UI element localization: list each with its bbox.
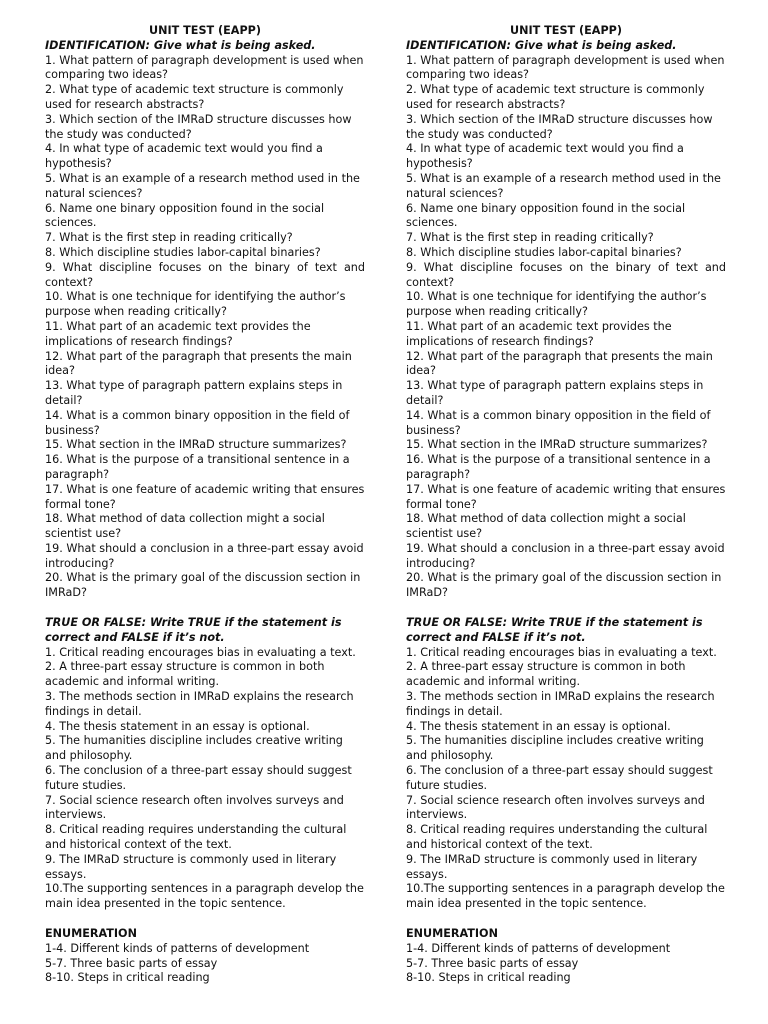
true-false-item: 5. The humanities discipline includes creative writing and philosophy. bbox=[406, 734, 704, 763]
true-false-item: 4. The thesis statement in an essay is optional. bbox=[45, 719, 310, 733]
enumeration-item: 8-10. Steps in critical reading bbox=[45, 971, 210, 985]
identification-item: 14. What is a common binary opposition in the field of business? bbox=[406, 408, 711, 437]
true-false-item: 10.The supporting sentences in a paragraph develop the main idea presented in the topic sentence. bbox=[45, 882, 364, 911]
identification-item: 17. What is one feature of academic writing that ensures formal tone? bbox=[406, 482, 726, 511]
true-false-item: 5. The humanities discipline includes creative writing and philosophy. bbox=[45, 734, 343, 763]
identification-item: 19. What should a conclusion in a three-part essay avoid introducing? bbox=[45, 541, 364, 570]
identification-item: 12. What part of the paragraph that presents the main idea? bbox=[406, 349, 713, 378]
identification-item: 18. What method of data collection might a social scientist use? bbox=[45, 512, 325, 541]
identification-item: 16. What is the purpose of a transitional sentence in a paragraph? bbox=[45, 453, 350, 481]
true-false-item: 8. Critical reading requires understanding the cultural and historical context of the text. bbox=[45, 823, 347, 852]
identification-item: 4. In what type of academic text would you find a hypothesis? bbox=[45, 142, 323, 171]
section-spacer bbox=[406, 912, 726, 927]
identification-item: 9. What discipline focuses on the binary of text and context? bbox=[406, 260, 726, 289]
true-false-item: 4. The thesis statement in an essay is optional. bbox=[406, 719, 671, 733]
identification-item: 7. What is the first step in reading critically? bbox=[406, 231, 654, 245]
identification-item: 1. What pattern of paragraph development is used when comparing two ideas? bbox=[406, 53, 725, 82]
identification-item: 16. What is the purpose of a transitional sentence in a paragraph? bbox=[406, 453, 711, 481]
identification-item: 7. What is the first step in reading critically? bbox=[45, 231, 293, 245]
identification-item: 13. What type of paragraph pattern explains steps in detail? bbox=[406, 379, 704, 407]
test-title: UNIT TEST (EAPP) bbox=[149, 24, 261, 37]
identification-list bbox=[45, 54, 365, 601]
true-false-item: 7. Social science research often involves surveys and interviews. bbox=[406, 793, 705, 822]
section-spacer bbox=[406, 601, 726, 616]
identification-list bbox=[406, 54, 726, 601]
identification-item: 1. What pattern of paragraph development is used when comparing two ideas? bbox=[45, 53, 364, 82]
identification-item: 6. Name one binary opposition found in the social sciences. bbox=[406, 201, 686, 230]
true-false-item: 8. Critical reading requires understanding the cultural and historical context of the text. bbox=[406, 823, 708, 852]
true-false-item: 10.The supporting sentences in a paragraph develop the main idea presented in the topic sentence. bbox=[406, 882, 725, 911]
identification-item: 8. Which discipline studies labor-capital binaries? bbox=[45, 245, 321, 259]
identification-item: 19. What should a conclusion in a three-part essay avoid introducing? bbox=[406, 541, 725, 570]
identification-item: 5. What is an example of a research method used in the natural sciences? bbox=[45, 171, 360, 200]
true-false-item: 3. The methods section in IMRaD explains the research findings in detail. bbox=[406, 690, 715, 718]
identification-item: 3. Which section of the IMRaD structure discusses how the study was conducted? bbox=[406, 112, 713, 141]
identification-item: 9. What discipline focuses on the binary of text and context? bbox=[45, 260, 365, 289]
true-false-item: 7. Social science research often involves surveys and interviews. bbox=[45, 793, 344, 822]
identification-item: 5. What is an example of a research method used in the natural sciences? bbox=[406, 171, 721, 200]
true-false-item: 3. The methods section in IMRaD explains the research findings in detail. bbox=[45, 690, 354, 718]
true-false-heading: TRUE OR FALSE: Write TRUE if the statement is correct and FALSE if it’s not. bbox=[406, 616, 703, 644]
identification-item: 15. What section in the IMRaD structure summarizes? bbox=[406, 438, 708, 452]
true-false-item: 9. The IMRaD structure is commonly used in literary essays. bbox=[45, 852, 337, 881]
true-false-item: 2. A three-part essay structure is common in both academic and informal writing. bbox=[406, 660, 686, 689]
section-spacer bbox=[45, 601, 365, 616]
enumeration-item: 1-4. Different kinds of patterns of development bbox=[45, 941, 310, 955]
enumeration-item: 8-10. Steps in critical reading bbox=[406, 971, 571, 985]
identification-item: 15. What section in the IMRaD structure summarizes? bbox=[45, 438, 347, 452]
identification-item: 11. What part of an academic text provides the implications of research findings? bbox=[45, 319, 311, 348]
test-column-left bbox=[45, 24, 365, 986]
section-spacer bbox=[45, 912, 365, 927]
true-false-item: 9. The IMRaD structure is commonly used in literary essays. bbox=[406, 852, 698, 881]
identification-item: 17. What is one feature of academic writing that ensures formal tone? bbox=[45, 482, 365, 511]
true-false-item: 6. The conclusion of a three-part essay should suggest future studies. bbox=[406, 764, 713, 792]
identification-item: 12. What part of the paragraph that presents the main idea? bbox=[45, 349, 352, 378]
identification-item: 2. What type of academic text structure is commonly used for research abstracts? bbox=[45, 83, 344, 111]
enumeration-list bbox=[406, 942, 726, 986]
enumeration-list bbox=[45, 942, 365, 986]
test-title: UNIT TEST (EAPP) bbox=[510, 24, 622, 37]
true-false-heading: TRUE OR FALSE: Write TRUE if the statement is correct and FALSE if it’s not. bbox=[45, 616, 342, 644]
true-false-list bbox=[406, 646, 726, 912]
enumeration-heading: ENUMERATION bbox=[45, 927, 137, 941]
enumeration-heading: ENUMERATION bbox=[406, 927, 498, 941]
identification-item: 6. Name one binary opposition found in the social sciences. bbox=[45, 201, 325, 230]
identification-item: 11. What part of an academic text provides the implications of research findings? bbox=[406, 319, 672, 348]
identification-item: 8. Which discipline studies labor-capital binaries? bbox=[406, 245, 682, 259]
true-false-list bbox=[45, 646, 365, 912]
identification-item: 20. What is the primary goal of the discussion section in IMRaD? bbox=[45, 571, 361, 600]
identification-item: 10. What is one technique for identifying the author’s purpose when reading critically? bbox=[406, 290, 707, 319]
true-false-item: 1. Critical reading encourages bias in evaluating a text. bbox=[45, 645, 356, 659]
identification-item: 20. What is the primary goal of the discussion section in IMRaD? bbox=[406, 571, 722, 600]
enumeration-item: 5-7. Three basic parts of essay bbox=[406, 956, 579, 970]
identification-heading: IDENTIFICATION: Give what is being asked. bbox=[45, 38, 316, 52]
identification-item: 10. What is one technique for identifying the author’s purpose when reading critically? bbox=[45, 290, 346, 319]
enumeration-item: 1-4. Different kinds of patterns of development bbox=[406, 941, 671, 955]
true-false-item: 2. A three-part essay structure is common in both academic and informal writing. bbox=[45, 660, 325, 689]
true-false-item: 1. Critical reading encourages bias in evaluating a text. bbox=[406, 645, 717, 659]
test-column-right bbox=[406, 24, 726, 986]
identification-heading: IDENTIFICATION: Give what is being asked. bbox=[406, 38, 677, 52]
identification-item: 3. Which section of the IMRaD structure discusses how the study was conducted? bbox=[45, 112, 352, 141]
identification-item: 4. In what type of academic text would you find a hypothesis? bbox=[406, 142, 684, 171]
identification-item: 13. What type of paragraph pattern explains steps in detail? bbox=[45, 379, 343, 407]
identification-item: 14. What is a common binary opposition in the field of business? bbox=[45, 408, 350, 437]
identification-item: 18. What method of data collection might a social scientist use? bbox=[406, 512, 686, 541]
identification-item: 2. What type of academic text structure is commonly used for research abstracts? bbox=[406, 83, 705, 111]
true-false-item: 6. The conclusion of a three-part essay should suggest future studies. bbox=[45, 764, 352, 792]
enumeration-item: 5-7. Three basic parts of essay bbox=[45, 956, 218, 970]
